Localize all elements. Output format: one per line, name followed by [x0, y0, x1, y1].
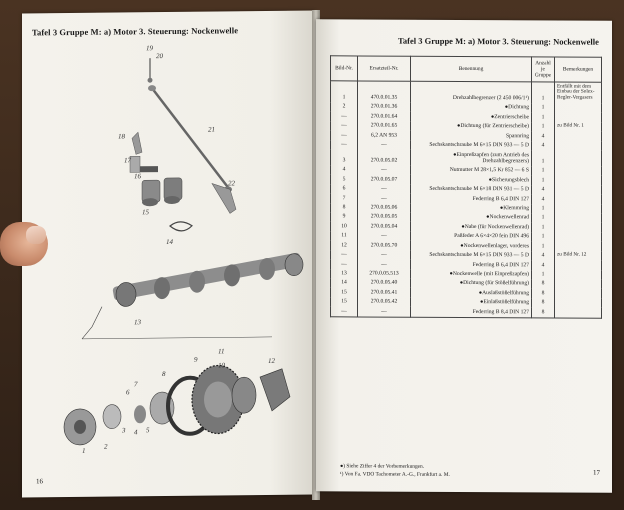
col-ersatzteil-nr: Ersatzteil-Nr. — [358, 56, 411, 81]
cell-anzahl: 1 — [532, 232, 555, 242]
callout-13: 13 — [134, 318, 141, 327]
cell-ersatzteil-nr: — — [358, 231, 411, 241]
cell-anzahl: 1 — [532, 223, 555, 233]
cell-bemerkungen — [555, 204, 602, 214]
col-bemerkungen: Bemerkungen — [555, 57, 602, 82]
cell-bild-nr: 9 — [331, 212, 358, 222]
callout-1: 1 — [82, 446, 86, 455]
cell-bild-nr: 14 — [331, 278, 358, 288]
callout-2: 2 — [104, 442, 108, 451]
cell-bild-nr: 11 — [331, 231, 358, 241]
cell-anzahl: 1 — [532, 204, 555, 214]
cell-anzahl: 4 — [532, 260, 555, 270]
cell-bemerkungen — [555, 113, 602, 123]
cell-benennung: ●Nockenwellenrad — [411, 213, 532, 223]
open-book — [14, 4, 620, 504]
cell-bemerkungen — [555, 223, 602, 233]
cell-bemerkungen: zu Bild Nr. 12 — [555, 251, 602, 261]
col-anzahl: Anzahl je Gruppe — [532, 57, 555, 82]
cell-ersatzteil-nr: 270.0.05.40 — [358, 278, 411, 288]
exploded-parts-diagram — [22, 36, 314, 459]
left-page — [22, 10, 314, 497]
tappet-parts — [130, 131, 236, 231]
cell-bemerkungen — [555, 213, 602, 223]
cell-bild-nr: — — [331, 112, 358, 122]
callout-21: 21 — [208, 125, 215, 134]
right-page — [316, 19, 612, 493]
cell-bild-nr: 8 — [331, 203, 358, 213]
cell-anzahl: 4 — [532, 132, 555, 142]
cell-ersatzteil-nr: 270.0.05.70 — [358, 241, 411, 251]
callout-9: 9 — [194, 355, 198, 364]
parts-table — [330, 55, 602, 318]
footnote-2: ¹) Von Fa. VDO Tachometer A.-G., Frankfurt a. M. — [340, 470, 450, 478]
left-page-heading: Tafel 3 Gruppe M: a) Motor 3. Steuerung: Nockenwelle — [32, 25, 239, 38]
callout-16: 16 — [134, 172, 141, 181]
cell-bild-nr: — — [331, 130, 358, 140]
footnote-1: ●) Siehe Ziffer 4 der Vorbemerkungen. — [340, 463, 425, 470]
cell-benennung: Drehzahlbegrenzer (2 450 006/1¹) — [411, 81, 532, 103]
cell-benennung: ●Nockenwellenlager, vorderes — [411, 241, 532, 251]
cell-anzahl: 1 — [532, 82, 555, 104]
cell-bemerkungen — [555, 298, 602, 308]
gear-assembly — [64, 365, 290, 445]
callout-14: 14 — [166, 237, 173, 247]
cell-bild-nr: — — [331, 140, 358, 150]
callout-3: 3 — [122, 426, 126, 435]
cell-ersatzteil-nr: 470.0.01.35 — [358, 81, 411, 103]
col-bild-nr: Bild-Nr. — [331, 56, 358, 81]
cell-ersatzteil-nr: 270.0.05.02 — [358, 149, 411, 165]
callout-12: 12 — [268, 356, 275, 365]
left-page-number: 16 — [36, 477, 43, 486]
camshaft — [82, 252, 303, 339]
callout-8: 8 — [162, 370, 166, 379]
cell-benennung: ●Dichtung (für Stößelführung) — [411, 279, 532, 289]
cell-anzahl: 4 — [532, 251, 555, 261]
cell-benennung: Federring B 6,4 DIN 127 — [411, 194, 532, 204]
cell-bemerkungen — [555, 150, 602, 166]
callout-4: 4 — [134, 428, 138, 437]
cell-ersatzteil-nr: 270.0.05.05 — [358, 212, 411, 222]
callout-5: 5 — [146, 426, 150, 435]
cell-bemerkungen — [555, 103, 602, 113]
cell-bemerkungen — [555, 176, 602, 186]
cell-bemerkungen — [555, 185, 602, 195]
footnotes — [340, 463, 450, 479]
callout-11: 11 — [218, 347, 225, 356]
cell-anzahl: 1 — [532, 122, 555, 132]
cell-bemerkungen — [555, 242, 602, 252]
cell-ersatzteil-nr: 270.0.05.513 — [358, 269, 411, 279]
cell-benennung: Federring B 6,4 DIN 127 — [411, 260, 532, 270]
cell-bemerkungen — [555, 166, 602, 176]
thumb-nail — [26, 226, 46, 244]
cell-benennung: Sechskantschraube M 6×18 DIN 931 — 5 D — [411, 184, 532, 194]
table-row — [331, 81, 602, 104]
cell-ersatzteil-nr: 6,2 AN 953 — [358, 131, 411, 141]
cell-ersatzteil-nr: 270.0.01.64 — [358, 112, 411, 122]
cell-bemerkungen — [555, 232, 602, 242]
cell-anzahl: 1 — [532, 103, 555, 113]
cell-anzahl: 8 — [532, 279, 555, 289]
cell-bild-nr: 7 — [331, 193, 358, 203]
cell-ersatzteil-nr: — — [358, 260, 411, 270]
cell-bemerkungen — [555, 261, 602, 271]
cell-anzahl: 8 — [532, 308, 555, 318]
table-body — [331, 81, 602, 318]
cell-bild-nr: — — [331, 259, 358, 269]
cell-bemerkungen — [555, 141, 602, 151]
cell-benennung: ●Dichtung — [411, 103, 532, 113]
table-header-row — [331, 56, 602, 82]
cell-benennung: Paßfeder A 6×4×20 fein DIN 496 — [411, 232, 532, 242]
cell-benennung: ●Nockenwelle (mit Einpreßzapfen) — [411, 269, 532, 279]
cell-bild-nr: 13 — [331, 269, 358, 279]
cell-bild-nr: 4 — [331, 165, 358, 175]
cell-anzahl: 1 — [532, 166, 555, 176]
cell-ersatzteil-nr: 270.0.01.36 — [358, 102, 411, 112]
cell-benennung: Nutmutter M 28×1,5 Kr 852 — 6 S — [411, 166, 532, 176]
callout-22: 22 — [228, 179, 235, 188]
callout-6: 6 — [126, 388, 130, 397]
cell-bemerkungen — [555, 132, 602, 142]
cell-anzahl: 4 — [532, 141, 555, 151]
cell-bild-nr: 5 — [331, 175, 358, 185]
cell-benennung: ●Einpreßzapfen (zum Antrieb des Drehzahlbegrenzers) — [411, 150, 532, 166]
cell-benennung: ●Auslaßstößelführung — [411, 288, 532, 298]
cell-bild-nr: 1 — [331, 81, 358, 103]
cell-bemerkungen: zu Bild Nr. 1 — [555, 122, 602, 132]
cell-bild-nr: 15 — [331, 288, 358, 298]
callout-20: 20 — [156, 52, 163, 61]
cell-benennung: Sechskantschraube M 6×15 DIN 933 — 5 D — [411, 250, 532, 260]
cell-benennung: ●Sicherungsblech — [411, 175, 532, 185]
cell-bild-nr: 3 — [331, 149, 358, 165]
cell-bild-nr: 10 — [331, 222, 358, 232]
right-page-heading: Tafel 3 Gruppe M: a) Motor 3. Steuerung: Nockenwelle — [398, 35, 599, 47]
cell-ersatzteil-nr: — — [358, 184, 411, 194]
cell-anzahl: 1 — [532, 113, 555, 123]
cell-bemerkungen — [555, 279, 602, 289]
cell-anzahl: 8 — [532, 298, 555, 308]
cell-bemerkungen — [555, 289, 602, 299]
cell-anzahl: 1 — [532, 213, 555, 223]
cell-benennung: Spannring — [411, 131, 532, 141]
cell-ersatzteil-nr: 270.0.05.07 — [358, 175, 411, 185]
cell-ersatzteil-nr: — — [358, 194, 411, 204]
cell-bild-nr: — — [331, 121, 358, 131]
cell-bemerkungen: Entfällt mit dem Einbau der Solex-Regler-Vergasers — [555, 82, 602, 104]
cell-benennung: ●Zentrierscheibe — [411, 112, 532, 122]
cell-benennung: ●Dichtung (für Zentrierscheibe) — [411, 121, 532, 131]
cell-anzahl: 4 — [532, 185, 555, 195]
cell-benennung: ●Klemmring — [411, 203, 532, 213]
cell-bemerkungen — [555, 308, 602, 318]
cell-ersatzteil-nr: 270.0.01.65 — [358, 121, 411, 131]
cell-ersatzteil-nr: — — [358, 165, 411, 175]
callout-7: 7 — [134, 380, 138, 389]
cell-benennung: ●Nabe (für Nockenwellenrad) — [411, 222, 532, 232]
pushrod-assembly — [148, 57, 233, 193]
cell-benennung: ●Einlaßstößelführung — [411, 297, 532, 307]
cell-bemerkungen — [555, 270, 602, 280]
cell-ersatzteil-nr: 270.0.05.04 — [358, 222, 411, 232]
callout-10: 10 — [218, 361, 225, 370]
cell-bild-nr: 6 — [331, 184, 358, 194]
cell-bild-nr: — — [331, 306, 358, 316]
cell-ersatzteil-nr: — — [358, 307, 411, 317]
cell-anzahl: 1 — [532, 242, 555, 252]
callout-18: 18 — [118, 132, 125, 141]
callout-17: 17 — [124, 156, 131, 165]
cell-ersatzteil-nr: — — [358, 250, 411, 260]
cell-ersatzteil-nr: 270.0.05.42 — [358, 297, 411, 307]
callout-15: 15 — [142, 208, 149, 217]
cell-bild-nr: 15 — [331, 297, 358, 307]
cell-benennung: Sechskantschraube M 6×15 DIN 933 — 5 D — [411, 140, 532, 150]
cell-anzahl: 1 — [532, 150, 555, 166]
table-row — [331, 306, 602, 317]
cell-ersatzteil-nr: 270.0.05.41 — [358, 288, 411, 298]
cell-bild-nr: 2 — [331, 102, 358, 112]
cell-bemerkungen — [555, 195, 602, 205]
cell-benennung: Federring B 8,4 DIN 127 — [411, 307, 532, 318]
cell-bild-nr: 12 — [331, 241, 358, 251]
cell-bild-nr: — — [331, 250, 358, 260]
cell-ersatzteil-nr: — — [358, 140, 411, 150]
callout-19: 19 — [146, 44, 153, 53]
cell-anzahl: 4 — [532, 194, 555, 204]
table-row — [331, 149, 602, 166]
col-benennung: Benennung — [411, 56, 532, 82]
cell-anzahl: 1 — [532, 176, 555, 186]
cell-anzahl: 8 — [532, 289, 555, 299]
right-page-number: 17 — [593, 468, 600, 477]
cell-ersatzteil-nr: 270.0.05.06 — [358, 203, 411, 213]
cell-anzahl: 1 — [532, 270, 555, 280]
